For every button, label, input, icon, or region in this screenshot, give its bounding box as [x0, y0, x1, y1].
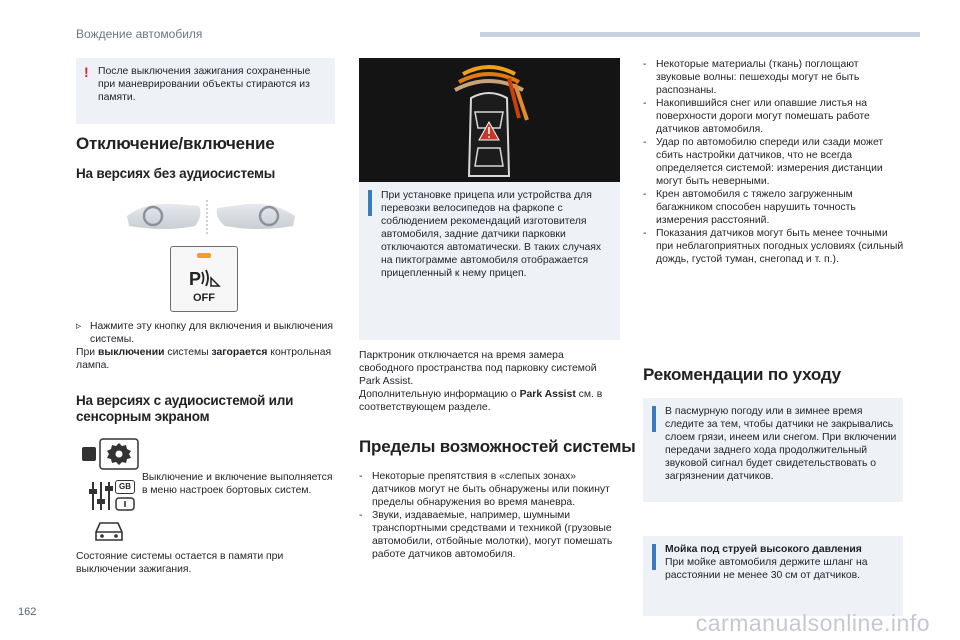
memory-text: Состояние системы остается в памяти при выключении зажигания. — [76, 551, 284, 575]
car-icon — [92, 519, 126, 543]
wash-title: Мойка под струей высокого давления — [665, 544, 862, 555]
info-i-icon — [115, 497, 135, 511]
off-label: OFF — [193, 292, 215, 304]
wash-info-content — [665, 543, 897, 582]
section-title-toggle: Отключение/включение — [76, 134, 275, 153]
indicator-led — [197, 253, 211, 258]
limits-list — [359, 470, 619, 561]
subtitle-with-audio: На версиях с аудиосистемой или сенсорным экраном — [76, 393, 294, 424]
bullet-arrow-icon: ▹ — [76, 321, 82, 332]
list-item: - Некоторые препятствия в «слепых зонах» датчиков могут не быть обнаружены или покинут пределы обнаружения во время маневра. — [359, 471, 610, 508]
info-icon — [652, 544, 656, 570]
list-item: - Крен автомобиля с тяжело загруженным багажником способен нарушить точность измерения расстояний. — [643, 189, 856, 226]
svg-text:P: P — [189, 269, 202, 289]
warning-icon: ! — [84, 64, 89, 80]
dashboard-illustration — [125, 196, 300, 240]
settings-screen-icon — [80, 437, 142, 471]
page-header-title: Вождение автомобиля — [76, 27, 203, 41]
press-text: Нажмите эту кнопку для включения и выключения системы. — [90, 321, 333, 345]
warning-box — [76, 58, 335, 124]
care-info-text: В пасмурную погоду или в зимнее время следите за тем, чтобы датчики не закрывались слоем грязи, инеем или снегом. При включении передачи заднего хода продолжительный звуковой сигнал будет свидетельствовать о загрязнении датчиков. — [665, 406, 897, 482]
list-item: - Накопившийся снег или опавшие листья на поверхности дороги могут помешать работе датчиков автомобиля. — [643, 98, 870, 135]
header-bar — [480, 32, 920, 37]
wash-info-box — [643, 536, 903, 616]
parking-sensor-icon — [187, 266, 221, 290]
page-number: 162 — [18, 606, 37, 618]
section-title-care: Рекомендации по уходу — [643, 365, 841, 384]
list-item: - Некоторые материалы (ткань) поглощают звуковые волны: пешеходы могут не быть распознаны. — [643, 59, 860, 96]
list-item: - Показания датчиков могут быть менее точными при неблагоприятных погодных условиях (сильный дождь, густой туман, снегопад и т. п.). — [643, 228, 904, 265]
info-icon — [652, 406, 656, 432]
warning-text: После выключения зажигания сохраненные при маневрировании объекты стираются из памяти. — [98, 66, 311, 103]
list-item: - Звуки, издаваемые, например, шумными транспортными средствами и техникой (грузовые автомобили, отбойные молотки), могут помешать работе датчиков автомобиля. — [359, 510, 613, 560]
trailer-info-box — [359, 182, 620, 340]
car-sensor-illustration — [359, 58, 620, 182]
park-sensors-off-button[interactable] — [170, 246, 238, 312]
care-info-box — [643, 398, 903, 502]
off-lamp-text: При выключении системы загорается контрольная лампа. — [76, 347, 332, 371]
sliders-icon — [88, 480, 114, 512]
watermark: carmanualsonline.info — [695, 610, 930, 636]
wash-text: При мойке автомобиля держите шланг на расстоянии не менее 30 см от датчиков. — [665, 557, 868, 581]
limits-list-continued — [643, 58, 905, 266]
list-item: - Удар по автомобилю спереди или сзади может сбить настройки датчиков, что не всегда определяется системой: измерения дистанции могут быть неверными. — [643, 137, 884, 187]
info-icon — [368, 190, 372, 216]
park-assist-text: Парктроник отключается на время замера свободного пространства под парковку системой Park Assist. Дополнительную информацию о Park Assist см. в соответствующем разделе. — [359, 350, 603, 413]
trailer-info-text: При установке прицепа или устройства для перевозки велосипедов на фаркопе с соблюдением рекомендаций изготовителя автомобиля, задние датчики парковки отключаются автоматически. В таких случаях на пиктограмме автомобиля отображается прицепленный к нему прицеп. — [381, 190, 602, 279]
section-title-limits: Пределы возможностей системы — [359, 437, 636, 456]
gb-badge: GB — [115, 480, 135, 494]
menu-settings-text: Выключение и включение выполняется в меню настроек бортовых систем. — [142, 472, 333, 496]
press-instruction — [76, 320, 336, 372]
subtitle-no-audio: На версиях без аудиосистемы — [76, 166, 276, 181]
